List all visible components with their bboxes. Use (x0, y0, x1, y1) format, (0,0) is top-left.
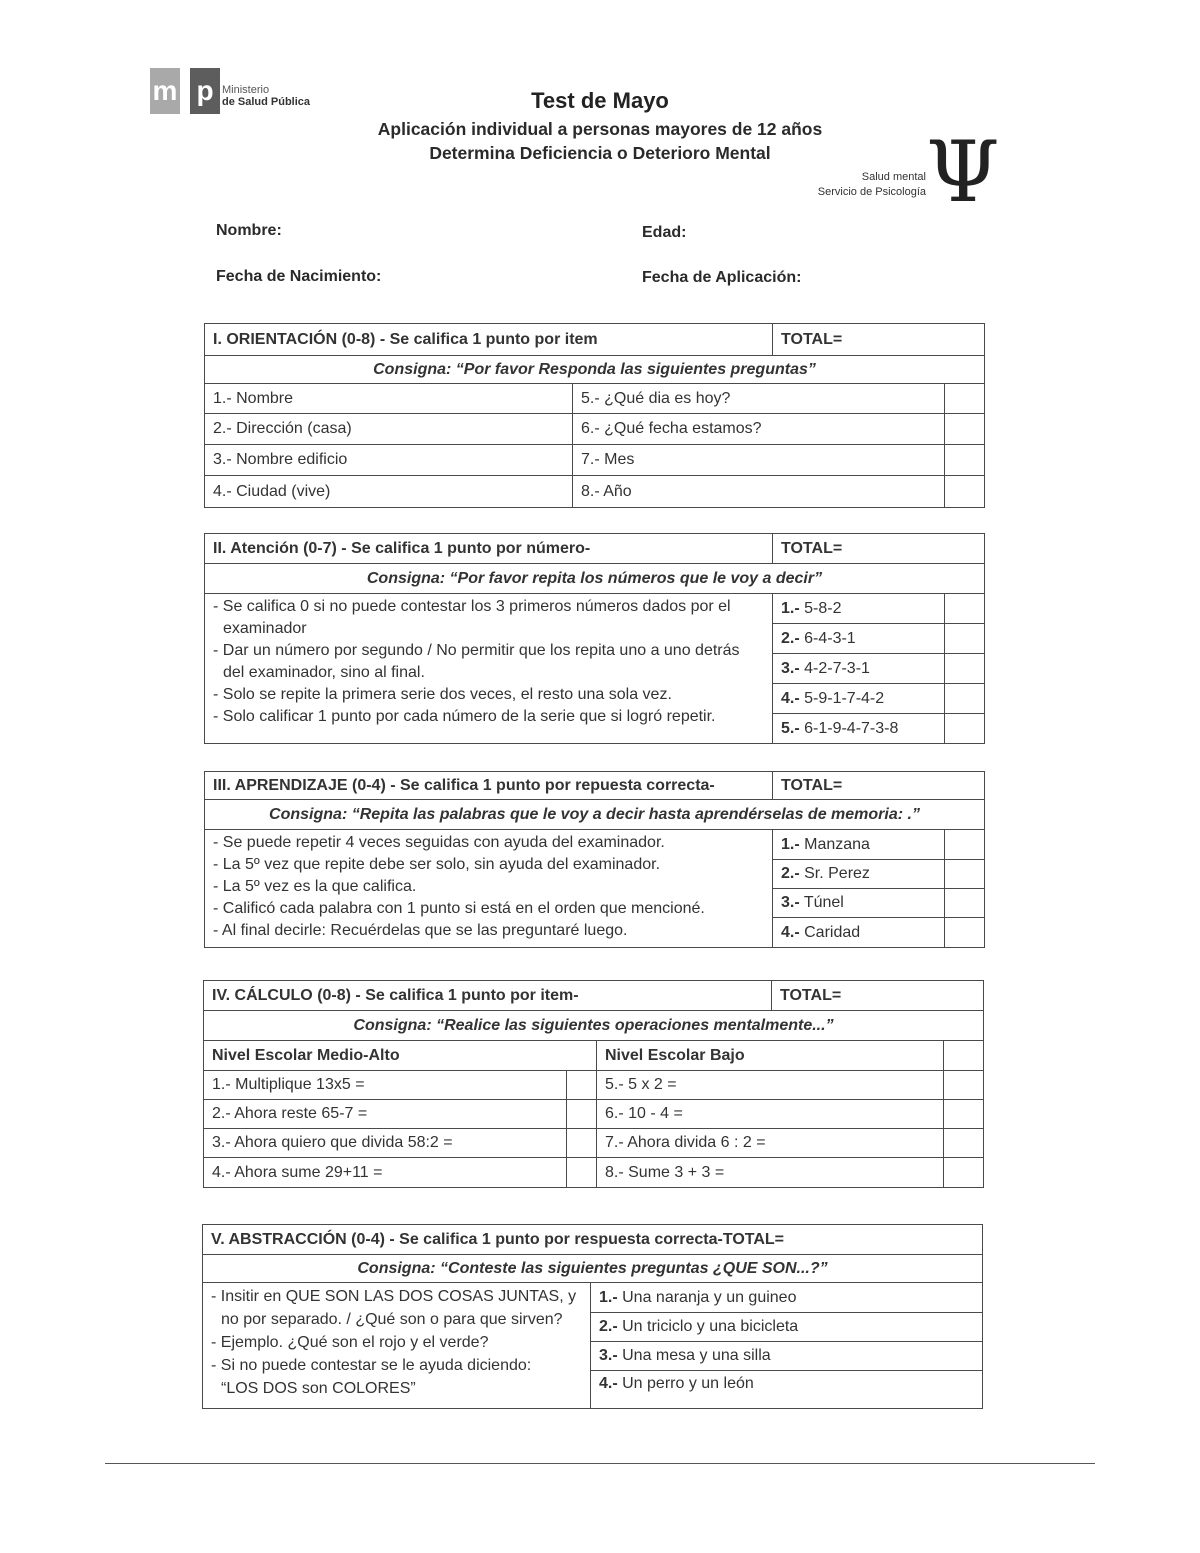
orientacion-consigna: Consigna: “Por favor Responda las siguientes preguntas” (205, 356, 985, 384)
instruction-line: del examinador, sino al final. (223, 664, 425, 681)
instruction-line: - Calificó cada palabra con 1 punto si está en el orden que mencioné. (213, 900, 705, 917)
instruction-line: - Insitir en QUE SON LAS DOS COSAS JUNTAS, y (211, 1288, 577, 1305)
instruction-line: - Al final decirle: Recuérdelas que se las preguntaré luego. (213, 922, 628, 939)
table-row (205, 830, 985, 860)
abstraccion-instructions (203, 1283, 591, 1409)
score-cell[interactable] (567, 1129, 597, 1158)
instruction-line: - Solo se repite la primera serie dos veces, el resto una sola vez. (213, 686, 672, 703)
atencion-item-2: 2.- 6-4-3-1 (773, 624, 945, 654)
atencion-instructions (205, 594, 773, 744)
atencion-item-4: 4.- 5-9-1-7-4-2 (773, 684, 945, 714)
orientacion-item-5: 5.- ¿Qué dia es hoy? (573, 384, 945, 414)
score-cell[interactable] (945, 684, 985, 714)
aprendizaje-title: III. APRENDIZAJE (0-4) - Se califica 1 punto por repuesta correcta- (205, 772, 773, 800)
instruction-line: - Si no puede contestar se le ayuda diciendo: (211, 1357, 532, 1374)
footer-divider (105, 1463, 1095, 1464)
aprendizaje-item-4: 4.- Caridad (773, 918, 945, 948)
score-cell[interactable] (944, 1129, 984, 1158)
table-row (203, 1283, 983, 1313)
page-subtitle-2: Determina Deficiencia o Deterioro Mental (429, 143, 771, 163)
score-cell[interactable] (945, 714, 985, 744)
score-cell[interactable] (945, 918, 985, 948)
psi-line1: Salud mental (861, 171, 926, 183)
aprendizaje-consigna: Consigna: “Repita las palabras que le voy a decir hasta aprendérselas de memoria: .” (205, 800, 985, 830)
score-cell[interactable] (945, 445, 985, 476)
atencion-consigna: Consigna: “Por favor repita los números que le voy a decir” (205, 564, 985, 594)
field-nombre: Nombre: (216, 222, 282, 239)
score-cell[interactable] (944, 1158, 984, 1188)
aprendizaje-item-1: 1.- Manzana (773, 830, 945, 860)
aprendizaje-total: TOTAL= (773, 772, 985, 800)
ministry-logo (150, 68, 320, 118)
table-row (204, 1071, 984, 1100)
calculo-item-8: 8.- Sume 3 + 3 = (597, 1158, 944, 1188)
orientacion-total: TOTAL= (773, 324, 985, 356)
section-atencion (204, 533, 985, 744)
abstraccion-title: V. ABSTRACCIÓN (0-4) - Se califica 1 punto por respuesta correcta- (211, 1230, 723, 1248)
orientacion-item-2: 2.- Dirección (casa) (205, 414, 573, 445)
atencion-total: TOTAL= (773, 534, 985, 564)
table-row (205, 594, 985, 624)
score-cell[interactable] (567, 1100, 597, 1129)
score-cell[interactable] (945, 414, 985, 445)
instruction-line: examinador (223, 620, 307, 637)
instruction-line: no por separado. / ¿Qué son o para que sirven? (221, 1311, 563, 1328)
score-cell[interactable] (945, 624, 985, 654)
instruction-line: - Se califica 0 si no puede contestar los 3 primeros números dados por el (213, 598, 731, 615)
score-cell[interactable] (944, 1100, 984, 1129)
calculo-total: TOTAL= (772, 981, 984, 1011)
orientacion-item-4: 4.- Ciudad (vive) (205, 476, 573, 508)
orientacion-item-7: 7.- Mes (573, 445, 945, 476)
abstraccion-total: TOTAL= (722, 1230, 785, 1248)
abstraccion-title-total (203, 1225, 983, 1255)
instruction-line: - La 5º vez que repite debe ser solo, sin ayuda del examinador. (213, 856, 661, 873)
abstraccion-item-4: 4.- Un perro y un león (591, 1371, 983, 1409)
instruction-line: - La 5º vez es la que califica. (213, 878, 417, 895)
table-row (205, 476, 985, 508)
section-aprendizaje (204, 771, 985, 948)
table-row (204, 1158, 984, 1188)
field-edad: Edad: (642, 224, 687, 241)
logo-letter-p: p (190, 68, 220, 114)
table-row (205, 445, 985, 476)
calculo-item-2: 2.- Ahora reste 65-7 = (204, 1100, 567, 1129)
instruction-line: - Solo calificar 1 punto por cada número de la serie que si logró repetir. (213, 708, 716, 725)
orientacion-item-6: 6.- ¿Qué fecha estamos? (573, 414, 945, 445)
atencion-item-5: 5.- 6-1-9-4-7-3-8 (773, 714, 945, 744)
atencion-title: II. Atención (0-7) - Se califica 1 punto por número- (205, 534, 773, 564)
score-cell[interactable] (945, 384, 985, 414)
aprendizaje-instructions (205, 830, 773, 948)
abstraccion-item-1: 1.- Una naranja y un guineo (591, 1283, 983, 1313)
section-abstraccion (202, 1224, 983, 1409)
calculo-title: IV. CÁLCULO (0-8) - Se califica 1 punto por item- (204, 981, 772, 1011)
abstraccion-item-2: 2.- Un triciclo y una bicicleta (591, 1313, 983, 1342)
logo-line2: de Salud Pública (222, 96, 311, 108)
table-row (204, 1100, 984, 1129)
score-cell[interactable] (945, 889, 985, 918)
abstraccion-item-3: 3.- Una mesa y una silla (591, 1342, 983, 1371)
score-cell[interactable] (567, 1158, 597, 1188)
orientacion-item-8: 8.- Año (573, 476, 945, 508)
score-cell[interactable] (945, 654, 985, 684)
field-fecha-nacimiento: Fecha de Nacimiento: (216, 268, 382, 285)
orientacion-title: I. ORIENTACIÓN (0-8) - Se califica 1 punto por item (205, 324, 773, 356)
calculo-item-1: 1.- Multiplique 13x5 = (204, 1071, 567, 1100)
calculo-item-4: 4.- Ahora sume 29+11 = (204, 1158, 567, 1188)
logo-line1: Ministerio (222, 84, 270, 96)
calculo-col-left-header: Nivel Escolar Medio-Alto (204, 1041, 597, 1071)
calculo-col-right-header: Nivel Escolar Bajo (597, 1041, 944, 1071)
table-row (205, 414, 985, 445)
section-orientacion (204, 323, 985, 508)
table-row (205, 384, 985, 414)
table-row (204, 1129, 984, 1158)
instruction-line: - Ejemplo. ¿Qué son el rojo y el verde? (211, 1334, 489, 1351)
score-cell[interactable] (944, 1071, 984, 1100)
score-cell[interactable] (945, 594, 985, 624)
aprendizaje-item-3: 3.- Túnel (773, 889, 945, 918)
atencion-item-1: 1.- 5-8-2 (773, 594, 945, 624)
calculo-item-5: 5.- 5 x 2 = (597, 1071, 944, 1100)
logo-letter-m: m (150, 68, 180, 114)
logo-text (222, 84, 310, 108)
orientacion-item-1: 1.- Nombre (205, 384, 573, 414)
score-cell[interactable] (945, 476, 985, 508)
psychology-service-label (790, 170, 926, 200)
psi-line2: Servicio de Psicología (817, 186, 926, 198)
page-title: Test de Mayo (531, 88, 669, 113)
orientacion-item-3: 3.- Nombre edificio (205, 445, 573, 476)
instruction-line: - Dar un número por segundo / No permitir que los repita uno a uno detrás (213, 642, 740, 659)
score-cell[interactable] (945, 860, 985, 889)
score-cell[interactable] (567, 1071, 597, 1100)
abstraccion-consigna: Consigna: “Conteste las siguientes preguntas ¿QUE SON...?” (203, 1255, 983, 1283)
score-cell[interactable] (944, 1041, 984, 1071)
section-calculo (203, 980, 984, 1188)
page-subtitle-1: Aplicación individual a personas mayores de 12 años (377, 119, 823, 139)
psi-icon: Ψ (926, 123, 1000, 221)
atencion-item-3: 3.- 4-2-7-3-1 (773, 654, 945, 684)
calculo-item-3: 3.- Ahora quiero que divida 58:2 = (204, 1129, 567, 1158)
aprendizaje-item-2: 2.- Sr. Perez (773, 860, 945, 889)
instruction-line: “LOS DOS son COLORES” (221, 1380, 416, 1397)
score-cell[interactable] (945, 830, 985, 860)
instruction-line: - Se puede repetir 4 veces seguidas con ayuda del examinador. (213, 834, 665, 851)
calculo-item-6: 6.- 10 - 4 = (597, 1100, 944, 1129)
calculo-item-7: 7.- Ahora divida 6 : 2 = (597, 1129, 944, 1158)
field-fecha-aplicacion: Fecha de Aplicación: (642, 269, 802, 286)
calculo-consigna: Consigna: “Realice las siguientes operaciones mentalmente...” (204, 1011, 984, 1041)
